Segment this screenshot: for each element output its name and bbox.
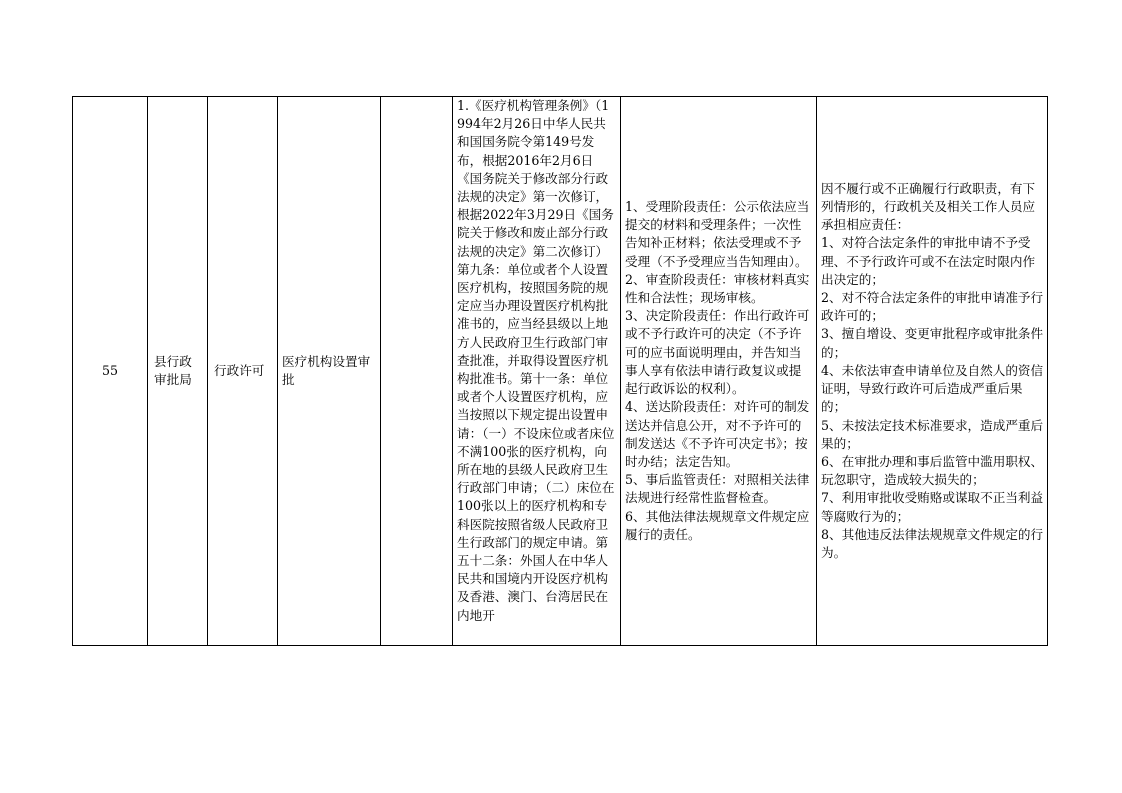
legal-basis-clip bbox=[453, 97, 620, 645]
accountability: 因不履行或不正确履行行政职责，有下列情形的，行政机关及相关工作人员应承担相应责任： 1、对符合法定条件的审批申请不予受理、不予行政许可或不在法定时限内作出决定的； 2、对不符合法定条件的审批申请准予行政许可的； 3、擅自增设、变更审批程序或审批条件的； 4、未依法审查申请单位及自然人的资信证明，导致行政许可后造成严重后果的； 5、未按法定技术标准要求，造成严重后果的； 6、在审批办理和事后监管中滥用职权、玩忽职守，造成较大损失的； 7、利用审批收受贿赂或谋取不正当利益等腐败行为的； 8、其他违反法律法规规章文件规定的行为。 bbox=[821, 180, 1044, 560]
legal-basis: 1.《医疗机构管理条例》（1994年2月26日中华人民共和国国务院令第149号发布，根据2016年2月6日《国务院关于修改部分行政法规的决定》第一次修订，根据2022年3月29日《国务院关于修改和废止部分行政法规的决定》第二次修订）第九条：单位或者个人设置医疗机构，按照国务院的规定应当办理设置医疗机构批准书的，应当经县级以上地方人民政府卫生行政部门审查批准，并取得设置医疗机构批准书。第十一条：单位或者个人设置医疗机构，应当按照以下规定提出设置申请：（一）不设床位或者床位不满100张的医疗机构，向所在地的县级人民政府卫生行政部门申请；（二）床位在100张以上的医疗机构和专科医院按照省级人民政府卫生行政部门的规定申请。第五十二条：外国人在中华人民共和国境内开设医疗机构及香港、澳门、台湾居民在内地开 bbox=[457, 98, 615, 623]
category: 行政许可 bbox=[214, 362, 265, 378]
category-cell bbox=[208, 97, 278, 646]
item-name-cell bbox=[278, 97, 381, 646]
responsibilities: 1、受理阶段责任：公示依法应当提交的材料和受理条件；一次性告知补正材料；依法受理或不予受理（不予受理应当告知理由）。 2、审查阶段责任：审核材料真实性和合法性；现场审核。 3、决定阶段责任：作出行政许可或不予行政许可的决定（不予许可的应书面说明理由，并告知当事人享有依法申请行政复议或提起行政诉讼的权利）。 4、送达阶段责任：对许可的制发送达并信息公开，对不予许可的制发送达《不予许可决定书》；按时办结；法定告知。 5、事后监管责任：对照相关法律法规进行经常性监督检查。 6、其他法律法规规章文件规定应履行的责任。 bbox=[625, 199, 810, 542]
department: 县行政审批局 bbox=[154, 353, 192, 387]
table-row bbox=[73, 97, 1048, 646]
item-name: 医疗机构设置审批 bbox=[282, 353, 371, 387]
authority-table bbox=[72, 96, 1048, 646]
responsibilities-cell bbox=[621, 97, 817, 646]
row-number-cell bbox=[73, 97, 148, 646]
sub-item-cell bbox=[381, 97, 453, 646]
accountability-cell bbox=[817, 97, 1048, 646]
row-number: 55 bbox=[101, 362, 119, 378]
department-cell bbox=[148, 97, 208, 646]
legal-basis-cell bbox=[453, 97, 621, 646]
